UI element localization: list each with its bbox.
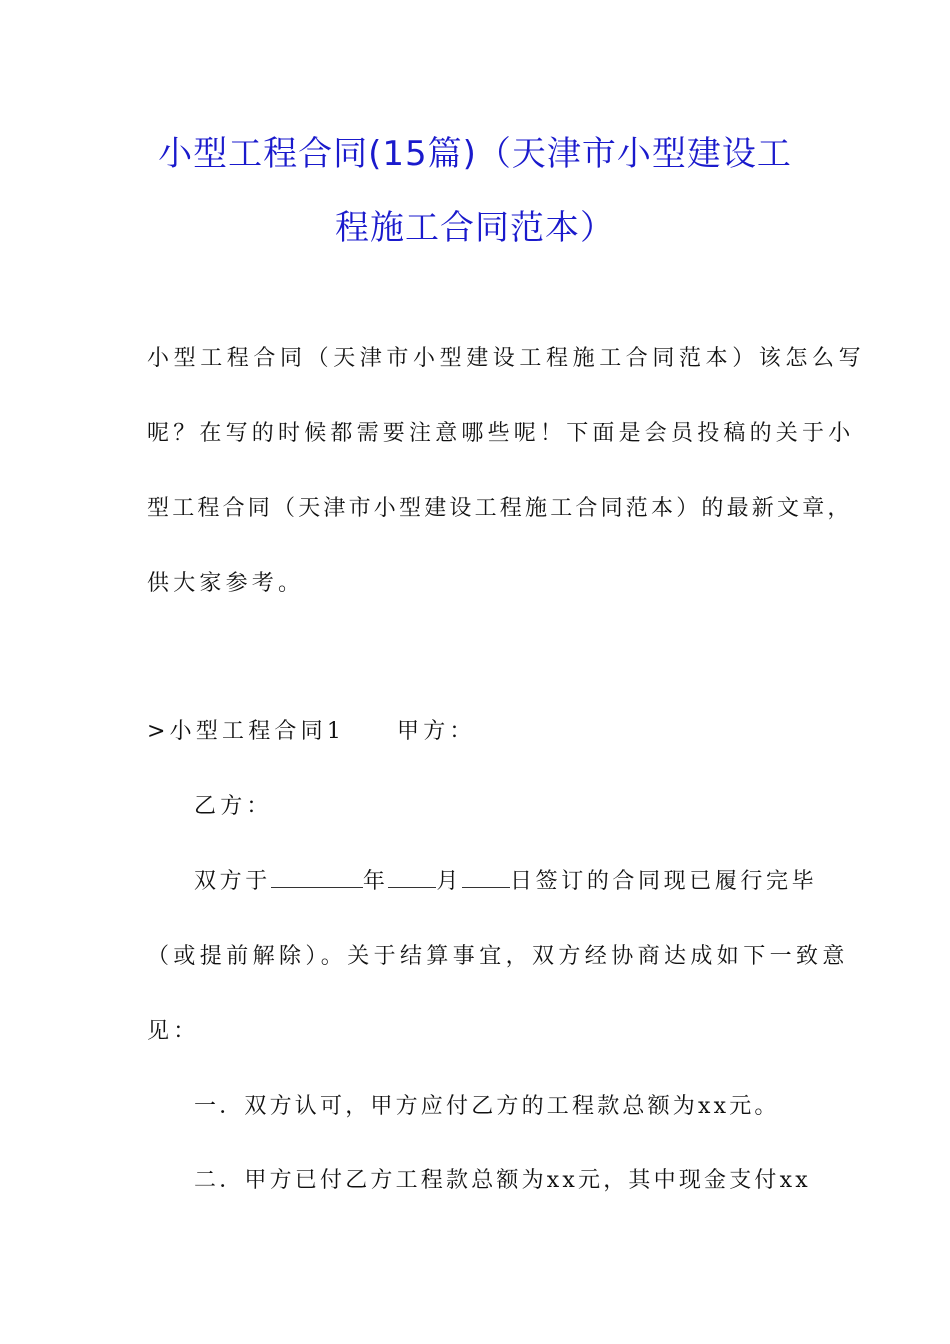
- intro-line-2: 呢？在写的时候都需要注意哪些呢！下面是会员投稿的关于小: [147, 421, 855, 446]
- month-label: 月: [436, 869, 463, 894]
- intro-line-1: 小型工程合同（天津市小型建设工程施工合同范本）该怎么写: [147, 346, 866, 371]
- document-title-line-1: 小型工程合同(15篇)（天津市小型建设工: [158, 134, 792, 174]
- settlement-para-line-1: [194, 867, 817, 897]
- clause-2: 二．甲方已付乙方工程款总额为xx元，其中现金支付xx: [194, 1168, 811, 1193]
- section-heading: >小型工程合同1: [147, 719, 346, 744]
- party-a-label: 甲方：: [397, 719, 476, 744]
- settlement-para-line-3: 见：: [147, 1019, 200, 1044]
- year-blank: [271, 869, 363, 888]
- para-prefix: 双方于: [194, 869, 271, 894]
- document-title-line-2: 程施工合同范本）: [335, 208, 615, 248]
- intro-line-3: 型工程合同（天津市小型建设工程施工合同范本）的最新文章，: [147, 496, 853, 521]
- section-heading-row: [147, 717, 476, 747]
- year-label: 年: [362, 869, 389, 894]
- month-blank: [388, 869, 436, 888]
- settlement-para-line-2: （或提前解除）。关于结算事宜，双方经协商达成如下一致意: [147, 944, 849, 969]
- day-label: 日签订的合同现已履行完毕: [510, 869, 818, 894]
- party-b-label: 乙方：: [194, 794, 273, 819]
- intro-line-4: 供大家参考。: [147, 571, 305, 596]
- day-blank: [462, 869, 510, 888]
- clause-1: 一．双方认可，甲方应付乙方的工程款总额为xx元。: [194, 1094, 780, 1119]
